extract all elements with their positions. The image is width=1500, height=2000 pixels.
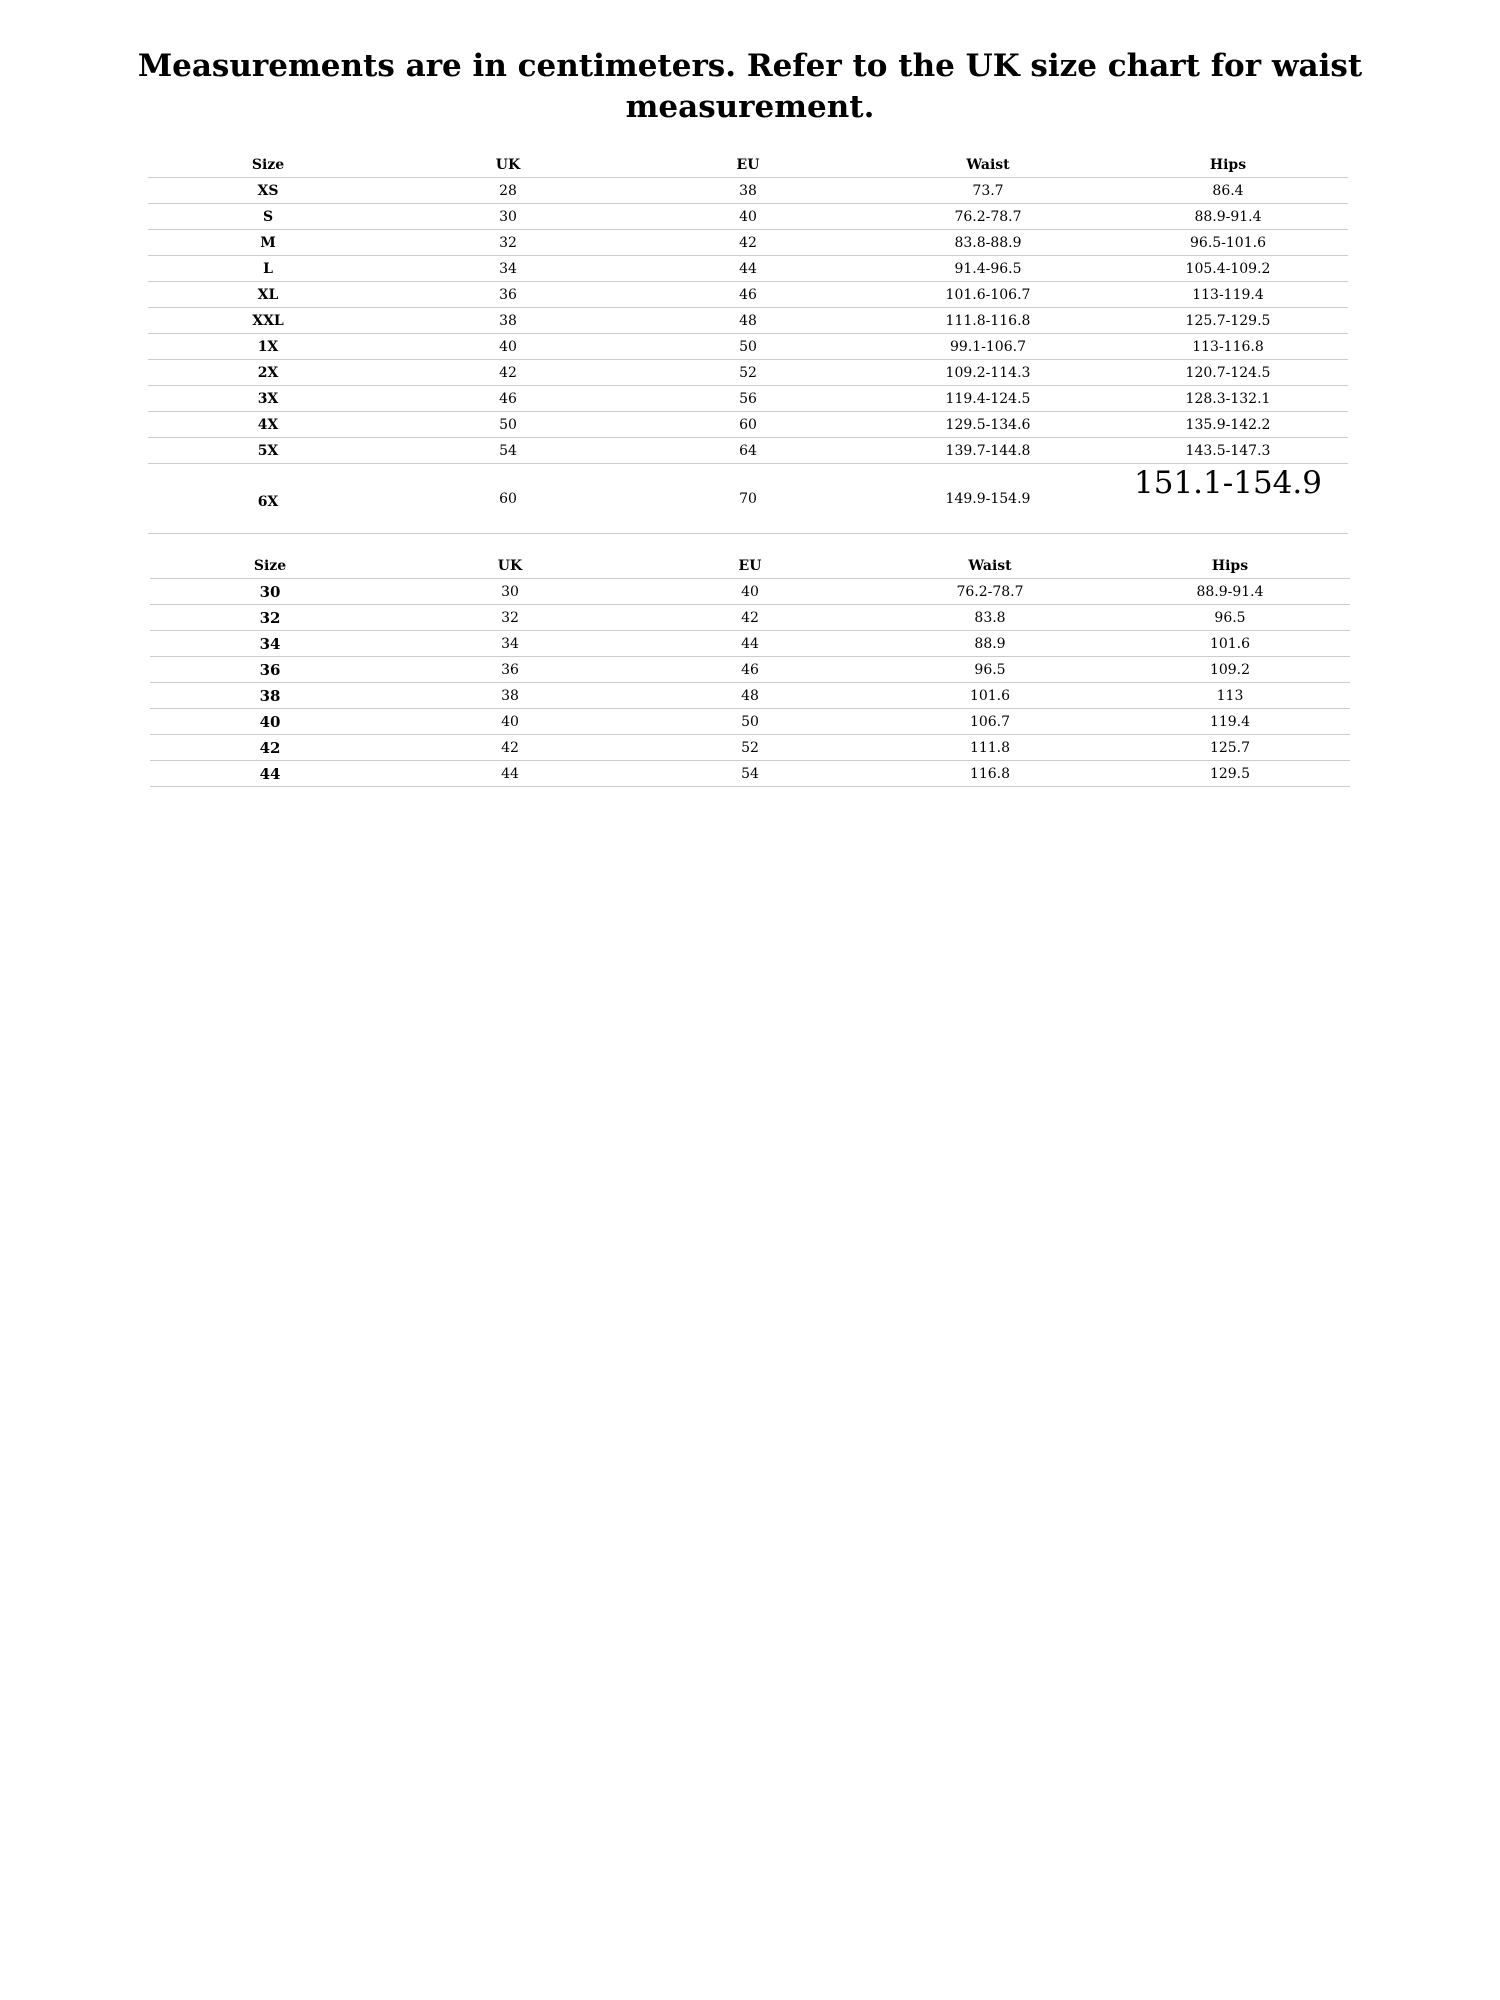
- size-cell: XXL: [148, 308, 388, 334]
- hips-cell: 120.7-124.5: [1108, 360, 1348, 386]
- table-row: [148, 386, 1348, 412]
- size-cell: 38: [150, 683, 390, 709]
- table-row: [148, 334, 1348, 360]
- table-row: [148, 308, 1348, 334]
- table-row: [150, 735, 1350, 761]
- waist-cell: 88.9: [870, 631, 1110, 657]
- waist-cell: 83.8: [870, 605, 1110, 631]
- table-row: [148, 412, 1348, 438]
- size-cell: S: [148, 204, 388, 230]
- column-header-uk: UK: [388, 152, 628, 178]
- waist-cell: 91.4-96.5: [868, 256, 1108, 282]
- size-cell: 30: [150, 579, 390, 605]
- size-cell: 4X: [148, 412, 388, 438]
- size-cell: 34: [150, 631, 390, 657]
- eu-cell: 44: [630, 631, 870, 657]
- hips-cell: 129.5: [1110, 761, 1350, 787]
- waist-cell: 101.6-106.7: [868, 282, 1108, 308]
- hips-cell: 113-119.4: [1108, 282, 1348, 308]
- waist-cell: 139.7-144.8: [868, 438, 1108, 464]
- uk-cell: 28: [388, 178, 628, 204]
- column-header-eu: EU: [630, 553, 870, 579]
- hips-cell: 96.5: [1110, 605, 1350, 631]
- waist-cell: 106.7: [870, 709, 1110, 735]
- waist-cell: 111.8: [870, 735, 1110, 761]
- uk-cell: 54: [388, 438, 628, 464]
- size-cell: 40: [150, 709, 390, 735]
- size-cell: M: [148, 230, 388, 256]
- waist-cell: 76.2-78.7: [870, 579, 1110, 605]
- hips-cell: 125.7: [1110, 735, 1350, 761]
- uk-cell: 60: [388, 464, 628, 534]
- uk-cell: 40: [390, 709, 630, 735]
- table-row: [148, 230, 1348, 256]
- table-row: [150, 761, 1350, 787]
- size-cell: 36: [150, 657, 390, 683]
- uk-cell: 40: [388, 334, 628, 360]
- size-cell: 44: [150, 761, 390, 787]
- uk-cell: 42: [390, 735, 630, 761]
- waist-cell: 101.6: [870, 683, 1110, 709]
- eu-cell: 40: [628, 204, 868, 230]
- waist-cell: 73.7: [868, 178, 1108, 204]
- uk-cell: 30: [390, 579, 630, 605]
- table-row: [148, 282, 1348, 308]
- waist-cell: 116.8: [870, 761, 1110, 787]
- table-row: [148, 204, 1348, 230]
- table-header-row: [148, 152, 1348, 178]
- table-row: [148, 256, 1348, 282]
- uk-cell: 36: [390, 657, 630, 683]
- size-chart-table-letter: [148, 152, 1348, 534]
- uk-cell: 44: [390, 761, 630, 787]
- hips-cell: 128.3-132.1: [1108, 386, 1348, 412]
- column-header-size: Size: [148, 152, 388, 178]
- hips-cell: 88.9-91.4: [1110, 579, 1350, 605]
- size-chart-table-numeric: [150, 553, 1350, 787]
- uk-cell: 30: [388, 204, 628, 230]
- waist-cell: 109.2-114.3: [868, 360, 1108, 386]
- uk-cell: 42: [388, 360, 628, 386]
- eu-cell: 60: [628, 412, 868, 438]
- hips-cell: 86.4: [1108, 178, 1348, 204]
- eu-cell: 44: [628, 256, 868, 282]
- column-header-hips: Hips: [1108, 152, 1348, 178]
- waist-cell: 99.1-106.7: [868, 334, 1108, 360]
- size-cell: 6X: [148, 464, 388, 534]
- size-cell: 3X: [148, 386, 388, 412]
- hips-cell: 143.5-147.3: [1108, 438, 1348, 464]
- eu-cell: 40: [630, 579, 870, 605]
- uk-cell: 38: [390, 683, 630, 709]
- eu-cell: 48: [630, 683, 870, 709]
- waist-cell: 96.5: [870, 657, 1110, 683]
- uk-cell: 32: [390, 605, 630, 631]
- hips-cell: 113-116.8: [1108, 334, 1348, 360]
- uk-cell: 50: [388, 412, 628, 438]
- table-row: [148, 178, 1348, 204]
- column-header-hips: Hips: [1110, 553, 1350, 579]
- hips-cell: 96.5-101.6: [1108, 230, 1348, 256]
- hips-cell: 88.9-91.4: [1108, 204, 1348, 230]
- hips-cell: 125.7-129.5: [1108, 308, 1348, 334]
- eu-cell: 42: [630, 605, 870, 631]
- uk-cell: 38: [388, 308, 628, 334]
- eu-cell: 56: [628, 386, 868, 412]
- table-row: [148, 464, 1348, 534]
- table-row: [150, 683, 1350, 709]
- hips-cell: 109.2: [1110, 657, 1350, 683]
- hips-cell: 135.9-142.2: [1108, 412, 1348, 438]
- column-header-waist: Waist: [868, 152, 1108, 178]
- column-header-waist: Waist: [870, 553, 1110, 579]
- eu-cell: 42: [628, 230, 868, 256]
- eu-cell: 52: [628, 360, 868, 386]
- hips-cell: 151.1-154.9: [1108, 464, 1348, 534]
- hips-cell: 113: [1110, 683, 1350, 709]
- table-row: [150, 709, 1350, 735]
- eu-cell: 48: [628, 308, 868, 334]
- waist-cell: 129.5-134.6: [868, 412, 1108, 438]
- column-header-uk: UK: [390, 553, 630, 579]
- eu-cell: 64: [628, 438, 868, 464]
- eu-cell: 46: [628, 282, 868, 308]
- uk-cell: 34: [388, 256, 628, 282]
- waist-cell: 83.8-88.9: [868, 230, 1108, 256]
- column-header-size: Size: [150, 553, 390, 579]
- waist-cell: 119.4-124.5: [868, 386, 1108, 412]
- eu-cell: 50: [630, 709, 870, 735]
- table-row: [150, 657, 1350, 683]
- waist-cell: 76.2-78.7: [868, 204, 1108, 230]
- uk-cell: 36: [388, 282, 628, 308]
- size-cell: L: [148, 256, 388, 282]
- uk-cell: 34: [390, 631, 630, 657]
- size-cell: 2X: [148, 360, 388, 386]
- size-cell: 5X: [148, 438, 388, 464]
- eu-cell: 38: [628, 178, 868, 204]
- size-cell: 42: [150, 735, 390, 761]
- table-row: [150, 605, 1350, 631]
- uk-cell: 32: [388, 230, 628, 256]
- uk-cell: 46: [388, 386, 628, 412]
- eu-cell: 46: [630, 657, 870, 683]
- page-title: Measurements are in centimeters. Refer to the UK size chart for waist measurement.: [137, 48, 1363, 125]
- eu-cell: 50: [628, 334, 868, 360]
- waist-cell: 149.9-154.9: [868, 464, 1108, 534]
- table-row: [148, 438, 1348, 464]
- table-header-row: [150, 553, 1350, 579]
- size-cell: XL: [148, 282, 388, 308]
- waist-cell: 111.8-116.8: [868, 308, 1108, 334]
- hips-cell: 119.4: [1110, 709, 1350, 735]
- hips-cell: 101.6: [1110, 631, 1350, 657]
- size-cell: 32: [150, 605, 390, 631]
- eu-cell: 70: [628, 464, 868, 534]
- table-row: [150, 631, 1350, 657]
- eu-cell: 54: [630, 761, 870, 787]
- eu-cell: 52: [630, 735, 870, 761]
- column-header-eu: EU: [628, 152, 868, 178]
- hips-cell: 105.4-109.2: [1108, 256, 1348, 282]
- table-row: [150, 579, 1350, 605]
- table-row: [148, 360, 1348, 386]
- size-cell: 1X: [148, 334, 388, 360]
- size-cell: XS: [148, 178, 388, 204]
